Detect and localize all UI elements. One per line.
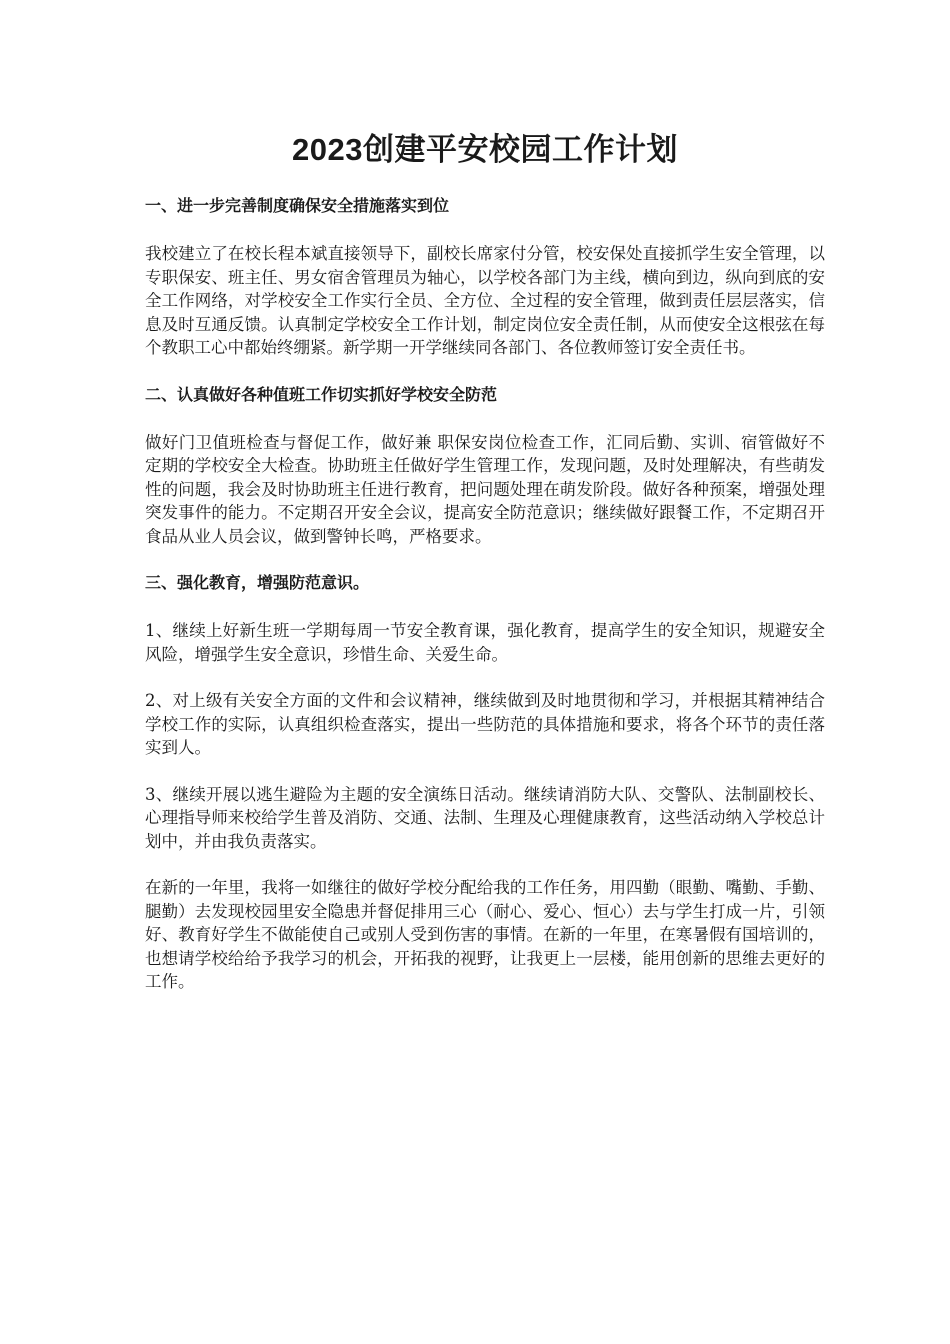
section-heading: 三、强化教育，增强防范意识。 (145, 573, 370, 592)
section-2 (145, 383, 825, 549)
paragraph: 2、对上级有关安全方面的文件和会议精神，继续做到及时地贯彻和学习，并根据其精神结合学校工作的实际，认真组织检查落实，提出一些防范的具体措施和要求，将各个环节的责任落实到人。 (145, 691, 825, 757)
closing-paragraph: 在新的一年里，我将一如继往的做好学校分配给我的工作任务，用四勤（眼勤、嘴勤、手勤、腿勤）去发现校园里安全隐患并督促排用三心（耐心、爱心、恒心）去与学生打成一片，引领好、教育好学生不做能使自己或别人受到伤害的事情。在新的一年里，在寒暑假有国培训的，也想请学校给给予我学习的机会，开拓我的视野，让我更上一层楼，能用创新的思维去更好的工作。 (145, 878, 825, 991)
document-title: 2023创建平安校园工作计划 (292, 132, 678, 167)
paragraph: 做好门卫值班检查与督促工作，做好兼 职保安岗位检查工作，汇同后勤、实训、宿管做好不定期的学校安全大检查。协助班主任做好学生管理工作，发现问题，及时处理解决，有些萌发性的问题，我会及时协助班主任进行教育，把问题处理在萌发阶段。做好各种预案，增强处理突发事件的能力。不定期召开安全会议，提高安全防范意识；继续做好跟餐工作，不定期召开食品从业人员会议，做到警钟长鸣，严格要求。 (145, 432, 825, 546)
paragraph: 1、继续上好新生班一学期每周一节安全教育课，强化教育，提高学生的安全知识，规避安全风险，增强学生安全意识，珍惜生命、关爱生命。 (145, 621, 825, 664)
section-heading: 一、进一步完善制度确保安全措施落实到位 (145, 196, 450, 215)
document-body (145, 128, 825, 1017)
section-1 (145, 194, 825, 360)
paragraph: 我校建立了在校长程本斌直接领导下，副校长席家付分管，校安保处直接抓学生安全管理，以专职保安、班主任、男女宿舍管理员为轴心，以学校各部门为主线，横向到边，纵向到底的安全工作网络，对学校安全工作实行全员、全方位、全过程的安全管理，做到责任层层落实，信息及时互通反馈。认真制定学校安全工作计划，制定岗位安全责任制，从而使安全这根弦在每个教职工心中都始终绷紧。新学期一开学继续同各部门、各位教师签订安全责任书。 (145, 244, 825, 357)
section-heading: 二、认真做好各种值班工作切实抓好学校安全防范 (145, 384, 498, 404)
section-3 (145, 571, 825, 994)
paragraph: 3、继续开展以逃生避险为主题的安全演练日活动。继续请消防大队、交警队、法制副校长、心理指导师来校给学生普及消防、交通、法制、生理及心理健康教育，这些活动纳入学校总计划中，并由我负责落实。 (145, 784, 825, 851)
